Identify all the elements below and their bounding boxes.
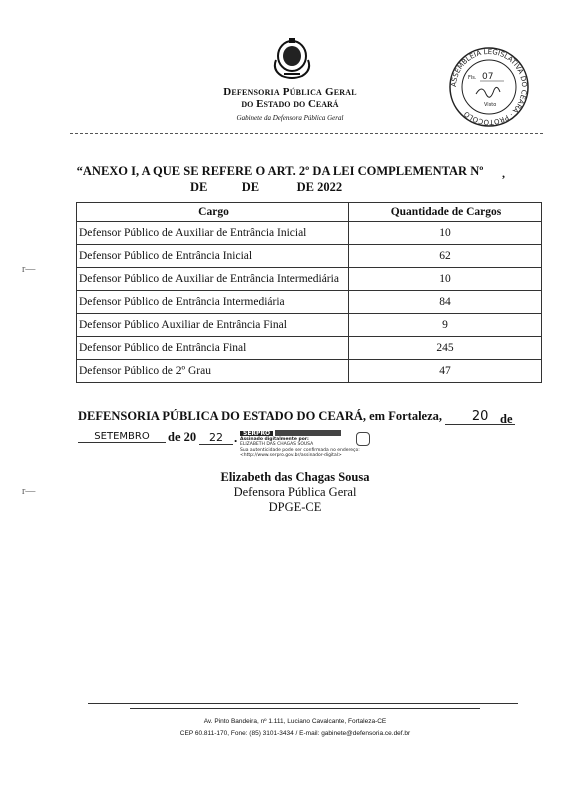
- stamp-visto-label: Visto: [484, 102, 497, 108]
- cargo-cell: Defensor Público Auxiliar de Entrância Final: [77, 314, 349, 337]
- annex-title-comma: ,: [502, 166, 505, 180]
- margin-mark: r—: [22, 264, 36, 275]
- table-row: [77, 337, 542, 360]
- serpro-logo: SERPRO: [240, 431, 273, 436]
- footer-divider: [88, 703, 518, 704]
- qtd-cell: 10: [349, 222, 542, 245]
- table-row: [77, 245, 542, 268]
- stamp-fls-value: 07: [482, 72, 494, 82]
- header-divider: [70, 133, 543, 134]
- signature-line3: Sua autenticidade pode ser confirmada no endereço:: [240, 447, 360, 453]
- cargo-cell: Defensor Público de Auxiliar de Entrância Intermediária: [77, 268, 349, 291]
- qtd-cell: 62: [349, 245, 542, 268]
- cargo-cell: Defensor Público de Auxiliar de Entrância Inicial: [77, 222, 349, 245]
- signature-line1: Assinado digitalmente por:: [240, 436, 309, 442]
- cabinet-subtitle: Gabinete da Defensora Pública Geral: [236, 114, 344, 122]
- stamp-initials-signature: [476, 87, 500, 97]
- org-name-line1: Defensoria Pública Geral: [223, 86, 357, 98]
- signature-line4: <http://www.serpro.gov.br/assinador-digital>: [240, 453, 342, 459]
- closing-dot: .: [234, 430, 238, 445]
- handwritten-day: 20: [445, 409, 515, 425]
- table-row: [77, 291, 542, 314]
- closing-year-prefix: de 20: [168, 430, 197, 444]
- closing-place-line: [78, 409, 518, 425]
- cargo-cell: Defensor Público de Entrância Inicial: [77, 245, 349, 268]
- cargo-cell: Defensor Público de Entrância Intermediária: [77, 291, 349, 314]
- qtd-cell: 84: [349, 291, 542, 314]
- org-name-line2: do Estado do Ceará: [241, 98, 339, 110]
- protocol-stamp: [448, 46, 530, 128]
- cargo-cell: Defensor Público de 2º Grau: [77, 360, 349, 383]
- header-quantidade: Quantidade de Cargos: [349, 203, 542, 222]
- signature-seal-icon: [356, 432, 370, 446]
- footer-divider: [130, 708, 480, 709]
- closing-de: de: [500, 412, 513, 426]
- digital-signature-block: [240, 430, 408, 459]
- qtd-cell: 47: [349, 360, 542, 383]
- footer-address: Av. Pinto Bandeira, nº 1.111, Luciano Cavalcante, Fortaleza-CE: [203, 718, 387, 725]
- coat-of-arms-seal-icon: [268, 36, 316, 80]
- signer-role: Defensora Pública Geral: [233, 485, 357, 499]
- qtd-cell: 10: [349, 268, 542, 291]
- table-row: [77, 222, 542, 245]
- signature-strip: [275, 430, 341, 436]
- stamp-ring-text: ASSEMBLEIA LEGISLATIVA DO CEARÁ · PROTOCOLO: [449, 47, 529, 127]
- signer-name: Elizabeth das Chagas Sousa: [220, 470, 370, 484]
- handwritten-year: 22: [199, 431, 233, 445]
- handwritten-month: SETEMBRO: [78, 431, 166, 443]
- protocol-stamp-graphic: [448, 46, 530, 128]
- cargo-cell: Defensor Público de Entrância Final: [77, 337, 349, 360]
- qtd-cell: 9: [349, 314, 542, 337]
- signature-line2: ELIZABETH DAS CHAGAS SOUSA: [240, 442, 314, 448]
- header-cargo: Cargo: [77, 203, 349, 222]
- table-row: [77, 360, 542, 383]
- footer-contact: CEP 60.811-170, Fone: (85) 3101-3434 / E-mail: gabinete@defensoria.ce.def.br: [179, 730, 411, 737]
- closing-place-text: DEFENSORIA PÚBLICA DO ESTADO DO CEARÁ, em Fortaleza,: [78, 409, 443, 423]
- table-row: [77, 268, 542, 291]
- table-header-row: [77, 203, 542, 222]
- annex-title-line2: DE DE DE 2022: [190, 180, 343, 194]
- qtd-cell: 245: [349, 337, 542, 360]
- table-row: [77, 314, 542, 337]
- annex-title-line1: “ANEXO I, A QUE SE REFERE O ART. 2º DA LEI COMPLEMENTAR Nº: [76, 164, 484, 178]
- signer-unit: DPGE-CE: [268, 500, 322, 514]
- margin-mark: r—: [22, 486, 36, 497]
- positions-table: [76, 202, 542, 383]
- stamp-fls-label: Fls.: [468, 75, 477, 81]
